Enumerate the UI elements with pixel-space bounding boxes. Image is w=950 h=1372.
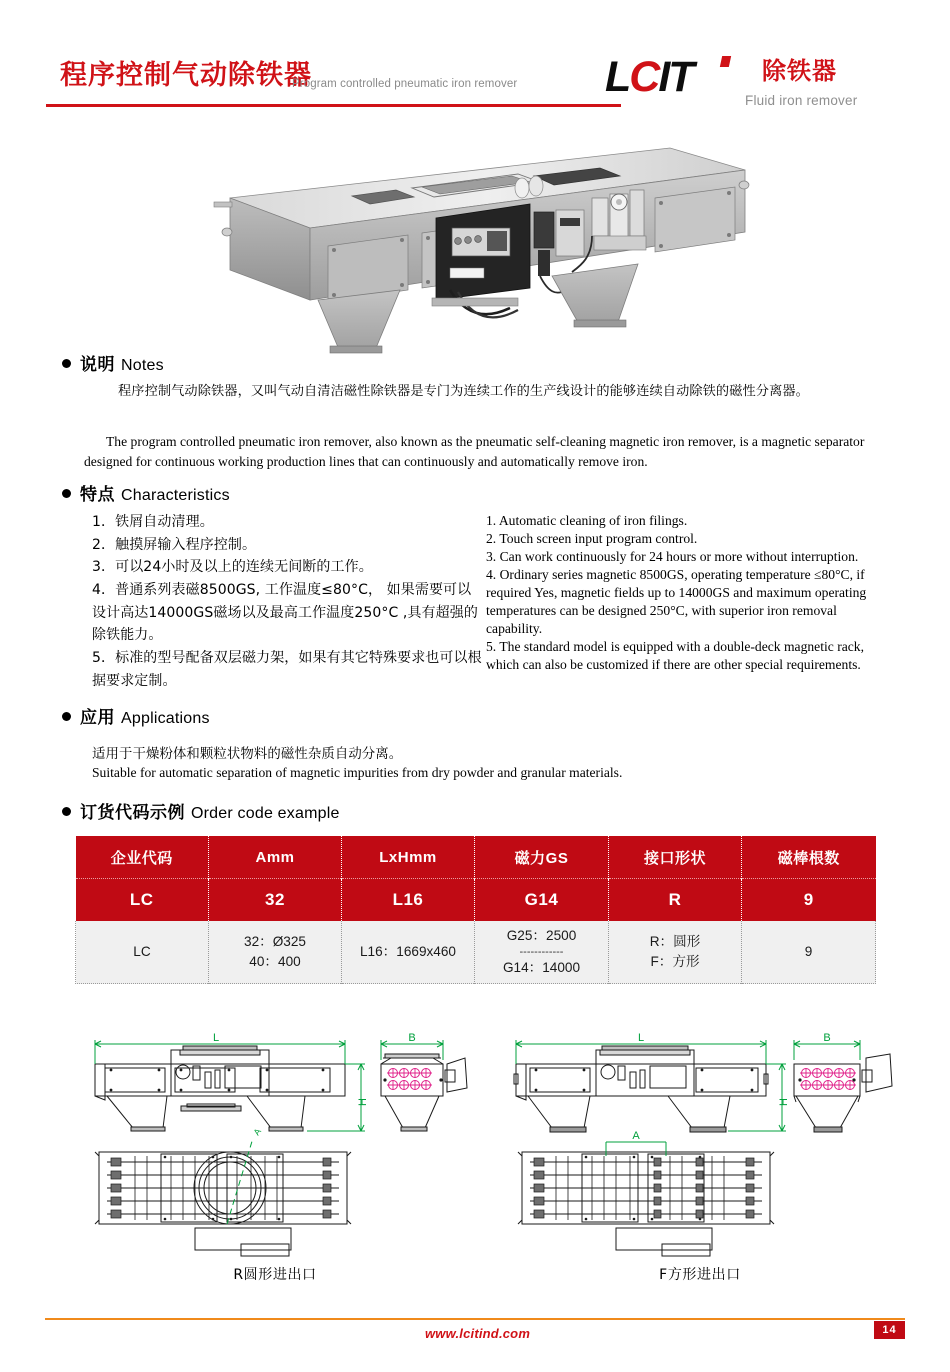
column-header: 接口形状	[609, 836, 742, 879]
bullet-icon	[62, 807, 71, 816]
applications-text-cn: 适用于干燥粉体和颗粒状物料的磁性杂质自动分离。	[92, 747, 403, 762]
notes-heading-en: Notes	[121, 357, 164, 374]
detail-cell-line: ------------	[519, 945, 564, 958]
table-row-detail	[76, 921, 876, 984]
list-item: 1. Automatic cleaning of iron filings.	[486, 513, 688, 528]
list-item: 3. Can work continuously for 24 hours or more without interruption.	[486, 548, 859, 564]
page-header	[0, 0, 950, 130]
notes-heading-cn: 说明	[80, 355, 115, 374]
product-photo	[200, 140, 760, 355]
column-header: 磁棒根数	[742, 836, 876, 879]
detail-cell-line: 40：400	[249, 954, 301, 969]
list-item: 5．标准的型号配备双层磁力架，如果有其它特殊要求也可以根据要求定制。	[92, 650, 482, 689]
lcit-logo	[605, 53, 740, 104]
brand-name-cn: 除铁器	[762, 58, 837, 85]
footer-website-url[interactable]: www.lcitind.com	[425, 1326, 531, 1341]
logo-letter-l: L	[605, 53, 630, 101]
char-heading-en: Characteristics	[121, 487, 230, 504]
section-heading-order-code	[62, 804, 340, 822]
section-heading-applications	[62, 709, 210, 727]
drawing-caption-square: F方形进出口	[659, 1267, 741, 1283]
notes-text-en: The program controlled pneumatic iron remover, also known as the pneumatic self-cleaning magnetic iron remover, is a magnetic separator designed for continuous working production lines that can continuously and automatically remove iron.	[84, 434, 865, 469]
detail-cell-line: 32：Ø325	[244, 934, 306, 950]
detail-cell	[742, 921, 876, 984]
detail-cell-line: LC	[133, 944, 151, 960]
logo-tick-icon	[720, 56, 731, 67]
header-rule	[46, 104, 621, 107]
list-item: 2. Touch screen input program control.	[486, 530, 698, 546]
footer-rule	[45, 1318, 905, 1320]
column-header: 企业代码	[76, 836, 209, 879]
detail-cell	[209, 921, 342, 984]
dim-label-H: H	[357, 1098, 369, 1106]
column-header: Amm	[209, 836, 342, 879]
detail-cell-line: G25：2500	[506, 928, 577, 944]
dim-label-A: A	[632, 1130, 640, 1142]
dim-label-H: H	[778, 1098, 790, 1106]
list-item: 5. The standard model is equipped with a double-deck magnetic rack, which can also be customized if there are other special requirements.	[486, 638, 864, 672]
order-code-table	[75, 836, 876, 984]
table-row-code	[76, 879, 876, 922]
page-title-cn: 程序控制气动除铁器	[60, 60, 312, 90]
code-cell: LC	[76, 879, 209, 922]
code-cell: 32	[209, 879, 342, 922]
characteristics-list-en	[486, 512, 886, 673]
code-cell: 9	[742, 879, 876, 922]
page-title-en: Program controlled pneumatic iron remover	[292, 78, 518, 90]
dim-label-B: B	[823, 1032, 831, 1044]
detail-cell	[76, 921, 209, 984]
dim-label-A-section: A	[251, 1126, 264, 1138]
code-cell: L16	[342, 879, 475, 922]
dim-label-L: L	[637, 1032, 645, 1044]
characteristics-list-cn	[92, 511, 482, 692]
technical-drawing-square	[500, 1028, 900, 1268]
detail-cell-line: 9	[804, 944, 813, 960]
char-heading-cn: 特点	[80, 485, 115, 504]
code-cell: G14	[475, 879, 609, 922]
detail-cell	[475, 921, 609, 984]
detail-cell-line: F：方形	[650, 954, 700, 969]
detail-cell	[342, 921, 475, 984]
logo-wordmark	[605, 53, 693, 101]
brand-name-en: Fluid iron remover	[745, 93, 858, 108]
list-item: 2．触摸屏输入程序控制。	[92, 536, 257, 553]
list-item: 3．可以24小时及以上的连续无间断的工作。	[92, 559, 373, 576]
drawing-caption-round: R圆形进出口	[233, 1267, 317, 1283]
detail-cell-line: R：圆形	[649, 934, 701, 950]
order-heading-en: Order code example	[191, 805, 340, 822]
detail-cell	[609, 921, 742, 984]
bullet-icon	[62, 712, 71, 721]
bullet-icon	[62, 489, 71, 498]
applications-text-en: Suitable for automatic separation of magnetic impurities from dry powder and granular materials.	[92, 765, 623, 780]
column-header: LxHmm	[342, 836, 475, 879]
code-cell: R	[609, 879, 742, 922]
section-heading-notes	[62, 356, 164, 374]
dim-label-B: B	[408, 1032, 416, 1044]
app-heading-cn: 应用	[80, 708, 115, 727]
detail-cell-line: L16：1669x460	[360, 944, 456, 960]
page-number-badge: 14	[874, 1321, 905, 1339]
technical-drawing-round	[75, 1028, 475, 1268]
table-header-row	[76, 836, 876, 879]
app-heading-en: Applications	[121, 710, 210, 727]
column-header: 磁力GS	[475, 836, 609, 879]
notes-text-cn: 程序控制气动除铁器，又叫气动自清洁磁性除铁器是专门为连续工作的生产线设计的能够连续自动除铁的磁性分离器。	[118, 384, 809, 399]
logo-letter-c: C	[629, 53, 659, 101]
list-item: 4. Ordinary series magnetic 8500GS, operating temperature ≤80°C, if required Yes, magnetic fields up to 14000GS and maximum operating temperatures can be designed 250°C, with superior iron removal capability.	[486, 566, 867, 636]
order-heading-cn: 订货代码示例	[80, 803, 185, 822]
dim-label-L: L	[212, 1032, 220, 1044]
list-item: 1．铁屑自动清理。	[92, 514, 214, 530]
bullet-icon	[62, 359, 71, 368]
detail-cell-line: G14：14000	[502, 960, 581, 976]
list-item: 4．普通系列表磁8500GS, 工作温度≤80°C， 如果需要可以设计高达14000GS磁场以及最高工作温度250°C ,具有超强的除铁能力。	[92, 582, 478, 644]
section-heading-characteristics	[62, 486, 230, 504]
logo-letters-it: IT	[658, 53, 693, 101]
